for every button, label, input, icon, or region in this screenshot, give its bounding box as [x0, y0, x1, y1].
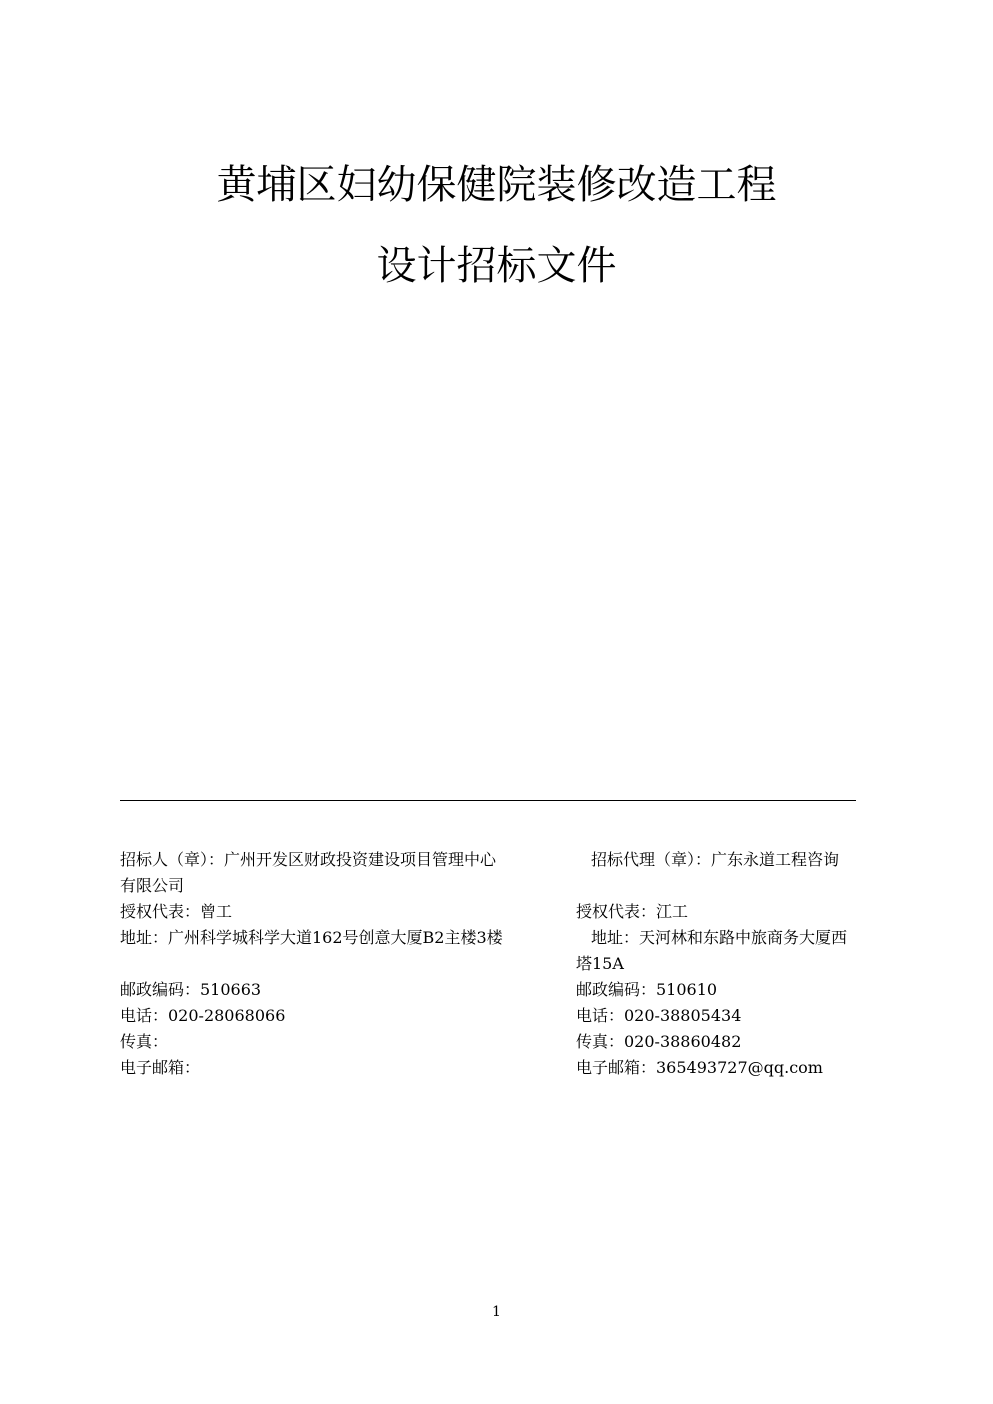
tenderer-phone: 电话：020-28068066	[120, 1006, 286, 1025]
tenderer-fax: 传真：	[120, 1032, 169, 1051]
tenderer-name-line2: 有限公司	[120, 876, 185, 895]
agent-representative: 授权代表：江工	[576, 902, 689, 921]
document-title-line1: 黄埔区妇幼保健院装修改造工程	[216, 162, 777, 208]
document-title-line2: 设计招标文件	[376, 243, 617, 289]
agent-phone: 电话：020-38805434	[576, 1006, 742, 1025]
tenderer-name-line1: 招标人（章）：广州开发区财政投资建设项目管理中心	[120, 850, 497, 869]
tenderer-email: 电子邮箱：	[120, 1058, 201, 1077]
agent-address-line1: 地址：天河林和东路中旅商务大厦西	[591, 928, 848, 947]
tenderer-postcode: 邮政编码：510663	[120, 980, 262, 999]
divider-rule	[120, 800, 856, 801]
agent-name-line1: 招标代理（章）：广东永道工程咨询	[591, 850, 840, 869]
tenderer-representative: 授权代表：曾工	[120, 902, 233, 921]
agent-fax: 传真：020-38860482	[576, 1032, 742, 1051]
agent-email: 电子邮箱：365493727@qq.com	[576, 1058, 823, 1077]
agent-address-line2: 塔15A	[576, 954, 624, 973]
tenderer-address: 地址：广州科学城科学大道162号创意大厦B2主楼3楼	[120, 928, 503, 947]
agent-postcode: 邮政编码：510610	[576, 980, 718, 999]
page-number: 1	[492, 1304, 501, 1320]
